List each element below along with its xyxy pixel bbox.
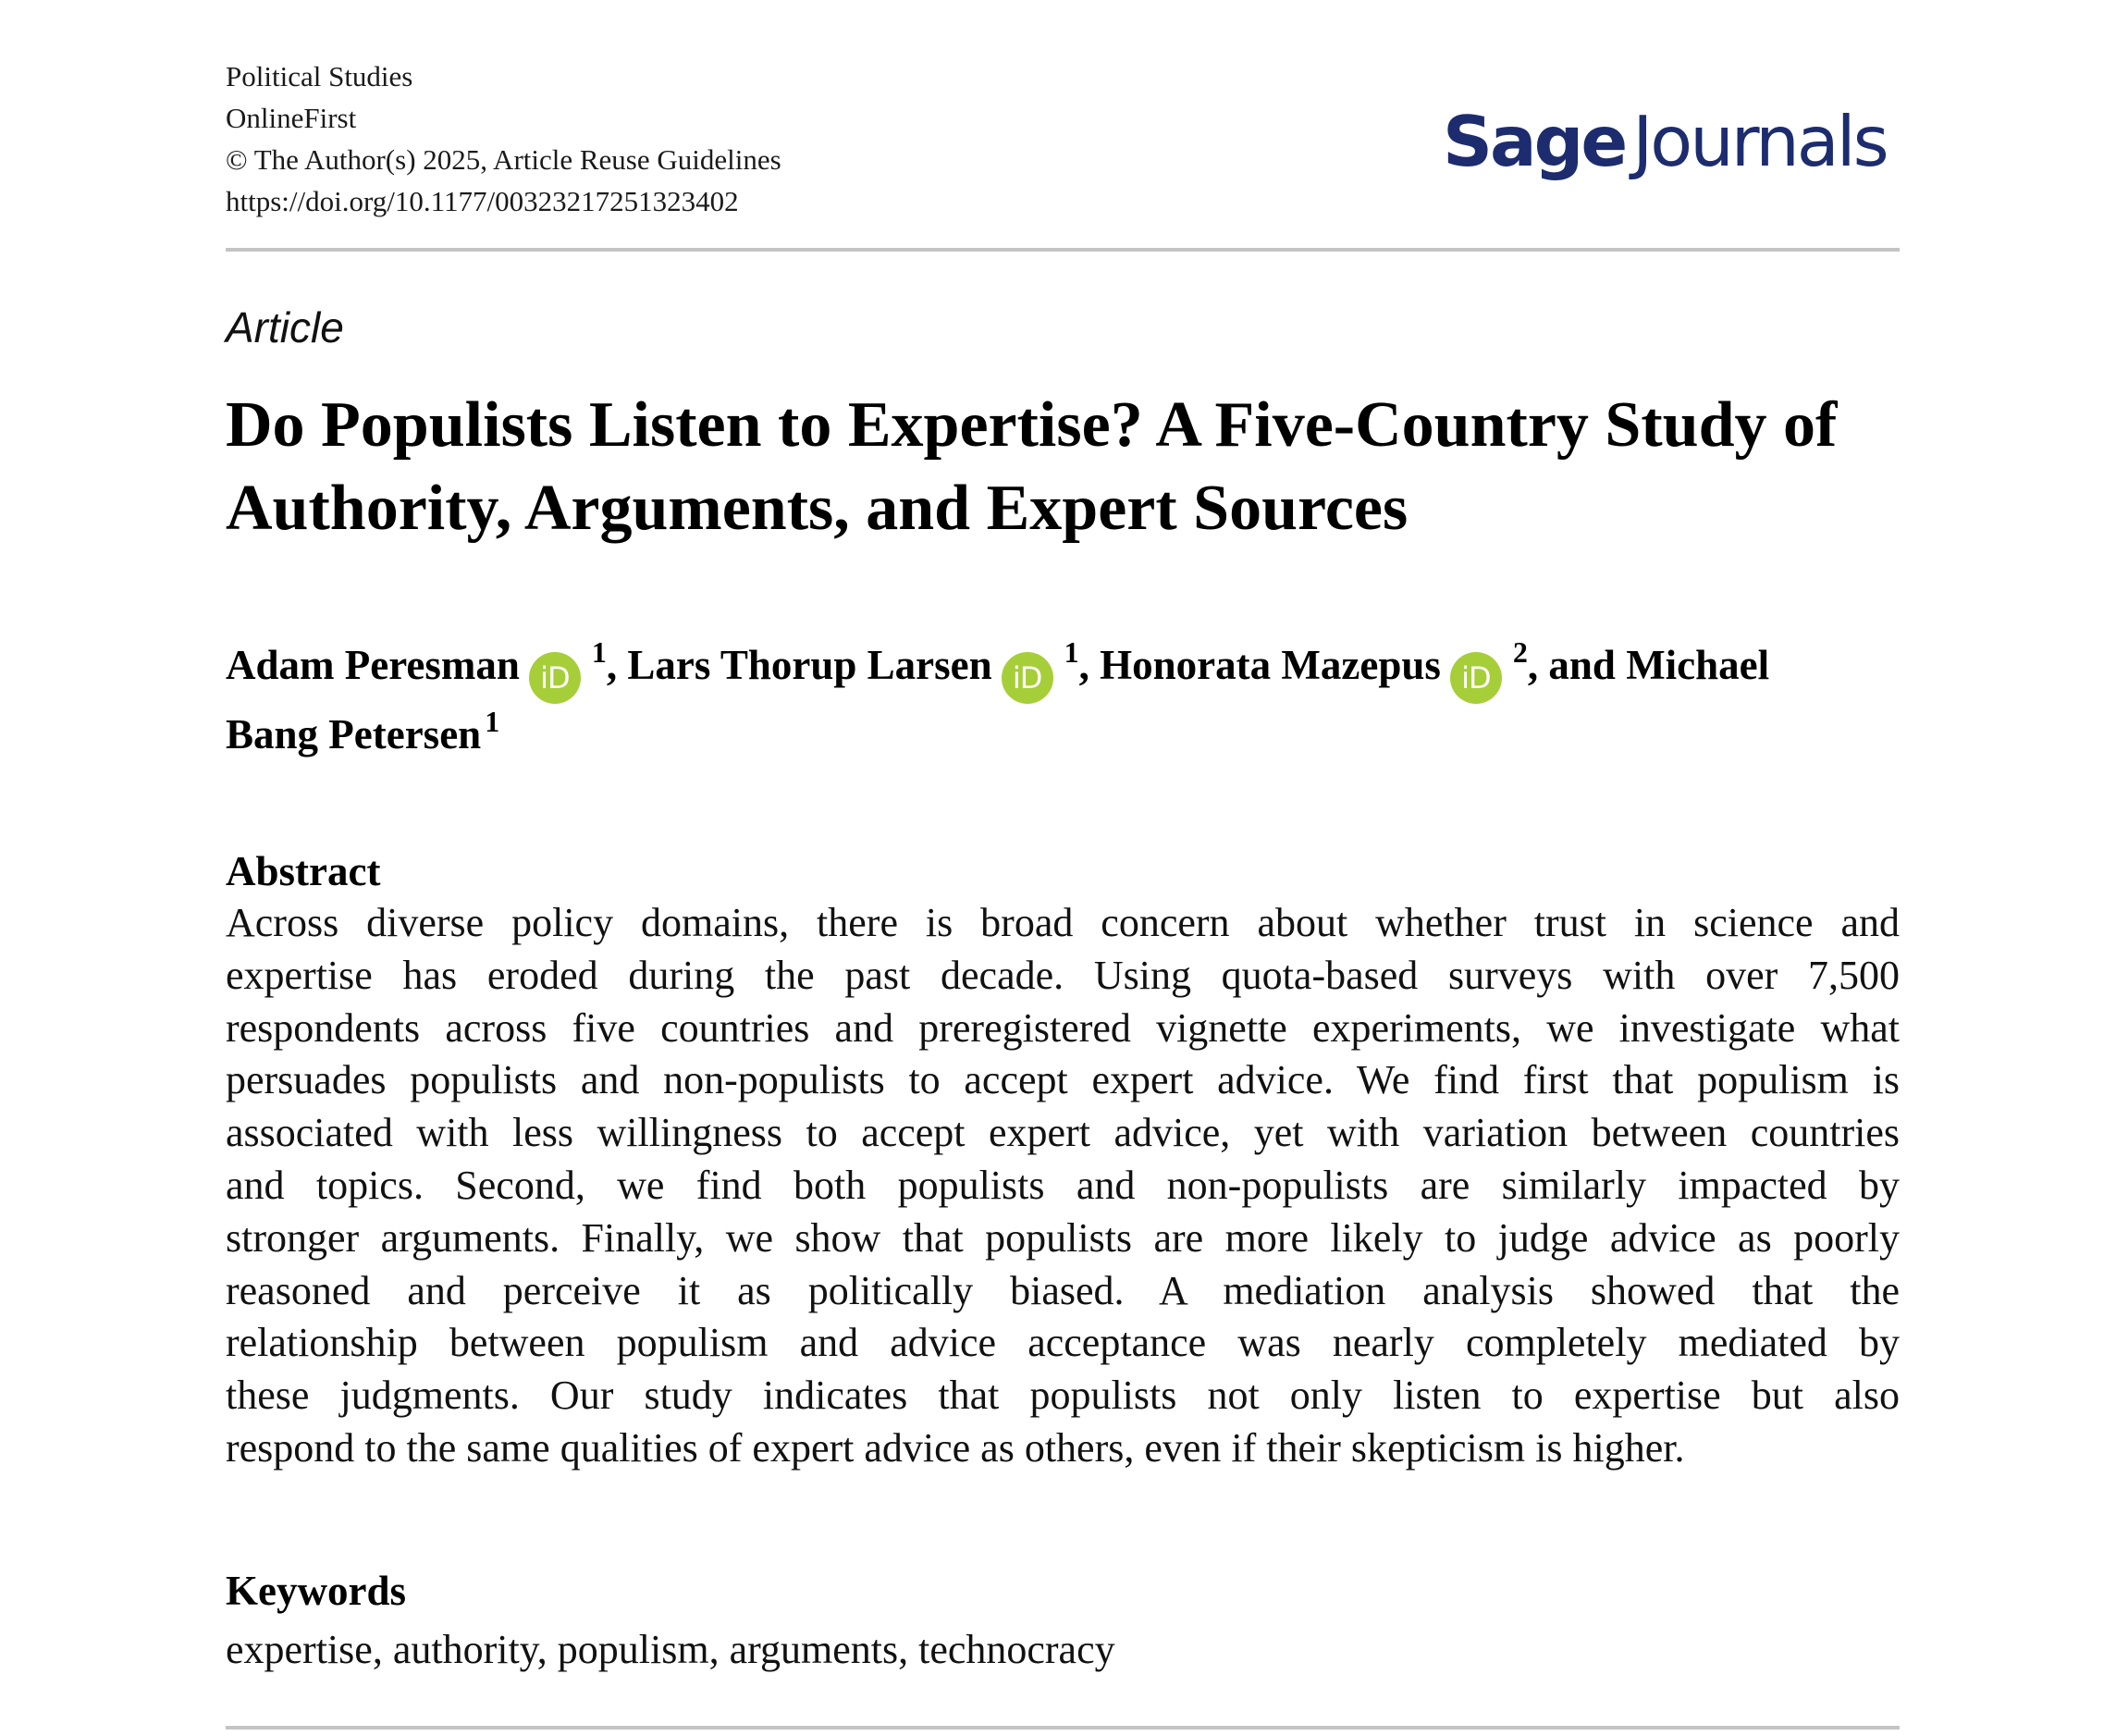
abstract-line: these judgments. Our study indicates that populists not only listen to expertise but also	[226, 1373, 1900, 1419]
abstract-line: reasoned and perceive it as politically biased. A mediation analysis showed that the	[226, 1267, 1900, 1313]
orcid-icon[interactable]: iD	[529, 652, 581, 704]
orcid-icon[interactable]: iD	[1002, 652, 1053, 704]
author-line	[226, 634, 1918, 704]
abstract-line: expertise has eroded during the past decade. Using quota-based surveys with over 7,500	[226, 952, 1900, 998]
bottom-divider	[226, 1726, 1900, 1730]
logo-word-sage: Sage	[1443, 101, 1626, 182]
logo-word-journals: Journals	[1632, 101, 1887, 182]
abstract-text	[226, 897, 1900, 1475]
abstract-line: Across diverse policy domains, there is broad concern about whether trust in science and	[226, 900, 1900, 945]
journal-name: Political Studies	[226, 60, 413, 92]
abstract-line: associated with less willingness to accept expert advice, yet with variation between countries	[226, 1110, 1900, 1156]
author-name[interactable]: Adam Peresman	[226, 642, 520, 688]
doi-link[interactable]: https://doi.org/10.1177/00323217251323402	[226, 185, 739, 217]
orcid-icon[interactable]: iD	[1450, 652, 1502, 704]
affiliation-marker: 1	[1064, 635, 1079, 669]
title-line: Do Populists Listen to Expertise? A Five-Country Study of	[226, 389, 1838, 461]
author-separator: , and	[1527, 642, 1616, 688]
abstract-line: respond to the same qualities of expert advice as others, even if their skepticism is higher.	[226, 1424, 1685, 1471]
affiliation-marker: 1	[591, 635, 607, 669]
journal-metadata	[226, 55, 781, 222]
publication-status: OnlineFirst	[226, 102, 357, 134]
author-name[interactable]: Honorata Mazepus	[1100, 642, 1441, 688]
abstract-line: stronger arguments. Finally, we show that populists are more likely to judge advice as poorly	[226, 1214, 1900, 1261]
abstract-line: respondents across five countries and preregistered vignette experiments, we investigate what	[226, 1004, 1900, 1051]
author-line	[226, 704, 1918, 765]
article-type-label: Article	[226, 303, 344, 351]
author-separator: ,	[1078, 642, 1089, 688]
abstract-heading: Abstract	[226, 848, 381, 894]
sage-journals-logo	[1443, 100, 1887, 183]
abstract-line: relationship between populism and advice acceptance was nearly completely mediated by	[226, 1320, 1900, 1366]
affiliation-marker: 2	[1512, 635, 1528, 669]
keywords-heading: Keywords	[226, 1568, 406, 1614]
author-name-part[interactable]: Michael	[1626, 642, 1770, 688]
abstract-line: and topics. Second, we find both populists and non-populists are similarly impacted by	[226, 1162, 1900, 1208]
author-name-part[interactable]: Bang Petersen	[226, 711, 482, 757]
author-list	[226, 634, 1918, 765]
author-separator: ,	[606, 642, 618, 688]
keywords-list: expertise, authority, populism, arguments, technocracy	[226, 1627, 1115, 1672]
title-line: Authority, Arguments, and Expert Sources	[226, 473, 1409, 544]
top-divider	[226, 248, 1900, 252]
abstract-line: persuades populists and non-populists to accept expert advice. We find first that populism is	[226, 1057, 1900, 1103]
author-name[interactable]: Lars Thorup Larsen	[627, 642, 992, 688]
article-title	[226, 384, 1918, 550]
copyright-line[interactable]: © The Author(s) 2025, Article Reuse Guidelines	[226, 143, 781, 176]
affiliation-marker: 1	[485, 705, 500, 738]
